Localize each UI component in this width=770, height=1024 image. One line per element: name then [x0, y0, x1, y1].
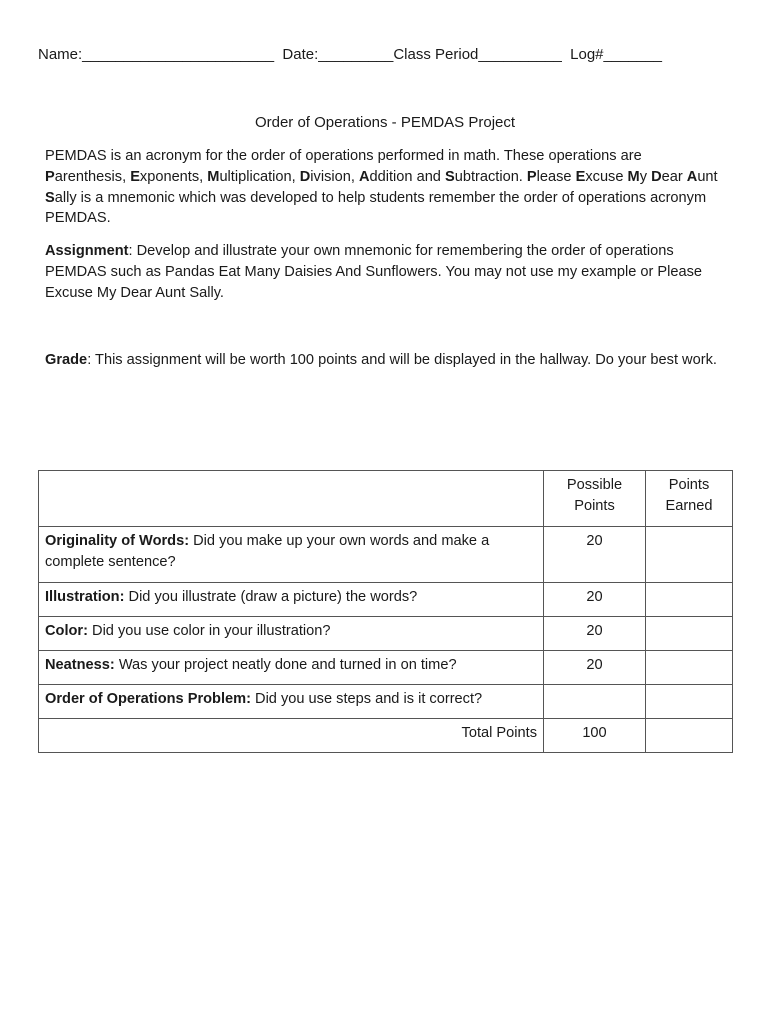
total-points-label: Total Points [39, 719, 544, 753]
total-row [39, 719, 733, 753]
table-row [39, 685, 733, 719]
possible-points-cell: 20 [544, 583, 646, 617]
criterion-cell: Originality of Words: Did you make up your own words and make a complete sentence? [39, 527, 544, 583]
possible-points-header: Possible Points [544, 471, 646, 527]
rubric-header-blank [39, 471, 544, 527]
total-points-earned-cell[interactable] [646, 719, 733, 753]
date-field-label: Date:_________ [282, 46, 394, 63]
grade-label: Grade [45, 352, 88, 368]
rubric-table [38, 470, 733, 753]
grade-paragraph [45, 350, 725, 371]
document-title: Order of Operations - PEMDAS Project [254, 114, 516, 131]
assignment-label: Assignment [45, 243, 129, 259]
name-field-label: Name:_______________________ [38, 46, 275, 63]
criterion-cell: Neatness: Was your project neatly done and turned in on time? [39, 651, 544, 685]
criterion-cell: Illustration: Did you illustrate (draw a picture) the words? [39, 583, 544, 617]
points-earned-cell[interactable] [646, 685, 733, 719]
possible-points-cell [544, 685, 646, 719]
intro-paragraph: PEMDAS is an acronym for the order of operations performed in math. These operations are Parenthesis, Exponents, Multiplication, Division, Addition and Subtraction. Please Excuse My Dear Aunt Sally is a mnemonic which was developed to help students remember the order of operations acronym PEMDAS. [45, 148, 718, 227]
table-row [39, 617, 733, 651]
criterion-cell: Order of Operations Problem: Did you use steps and is it correct? [39, 685, 544, 719]
possible-points-cell: 20 [544, 651, 646, 685]
table-row [39, 527, 733, 583]
points-earned-cell[interactable] [646, 617, 733, 651]
possible-points-cell: 20 [544, 527, 646, 583]
assignment-text: : Develop and illustrate your own mnemonic for remembering the order of operations PEMDAS such as Pandas Eat Many Daisies And Sunflowers. You may not use my example or Please Excuse My Dear Aunt Sally. [45, 243, 703, 301]
log-field-label: Log#_______ [570, 46, 662, 63]
grade-text: : This assignment will be worth 100 points and will be displayed in the hallway. Do your best work. [87, 352, 717, 368]
points-earned-header: Points Earned [646, 471, 733, 527]
possible-points-cell: 20 [544, 617, 646, 651]
points-earned-cell[interactable] [646, 583, 733, 617]
header-fields [38, 46, 662, 63]
points-earned-cell[interactable] [646, 527, 733, 583]
class-period-field-label: Class Period__________ [393, 46, 562, 63]
assignment-paragraph [45, 241, 725, 303]
total-possible-points: 100 [544, 719, 646, 753]
criterion-cell: Color: Did you use color in your illustration? [39, 617, 544, 651]
points-earned-cell[interactable] [646, 651, 733, 685]
table-row [39, 583, 733, 617]
table-row [39, 651, 733, 685]
rubric-header-row [39, 471, 733, 527]
